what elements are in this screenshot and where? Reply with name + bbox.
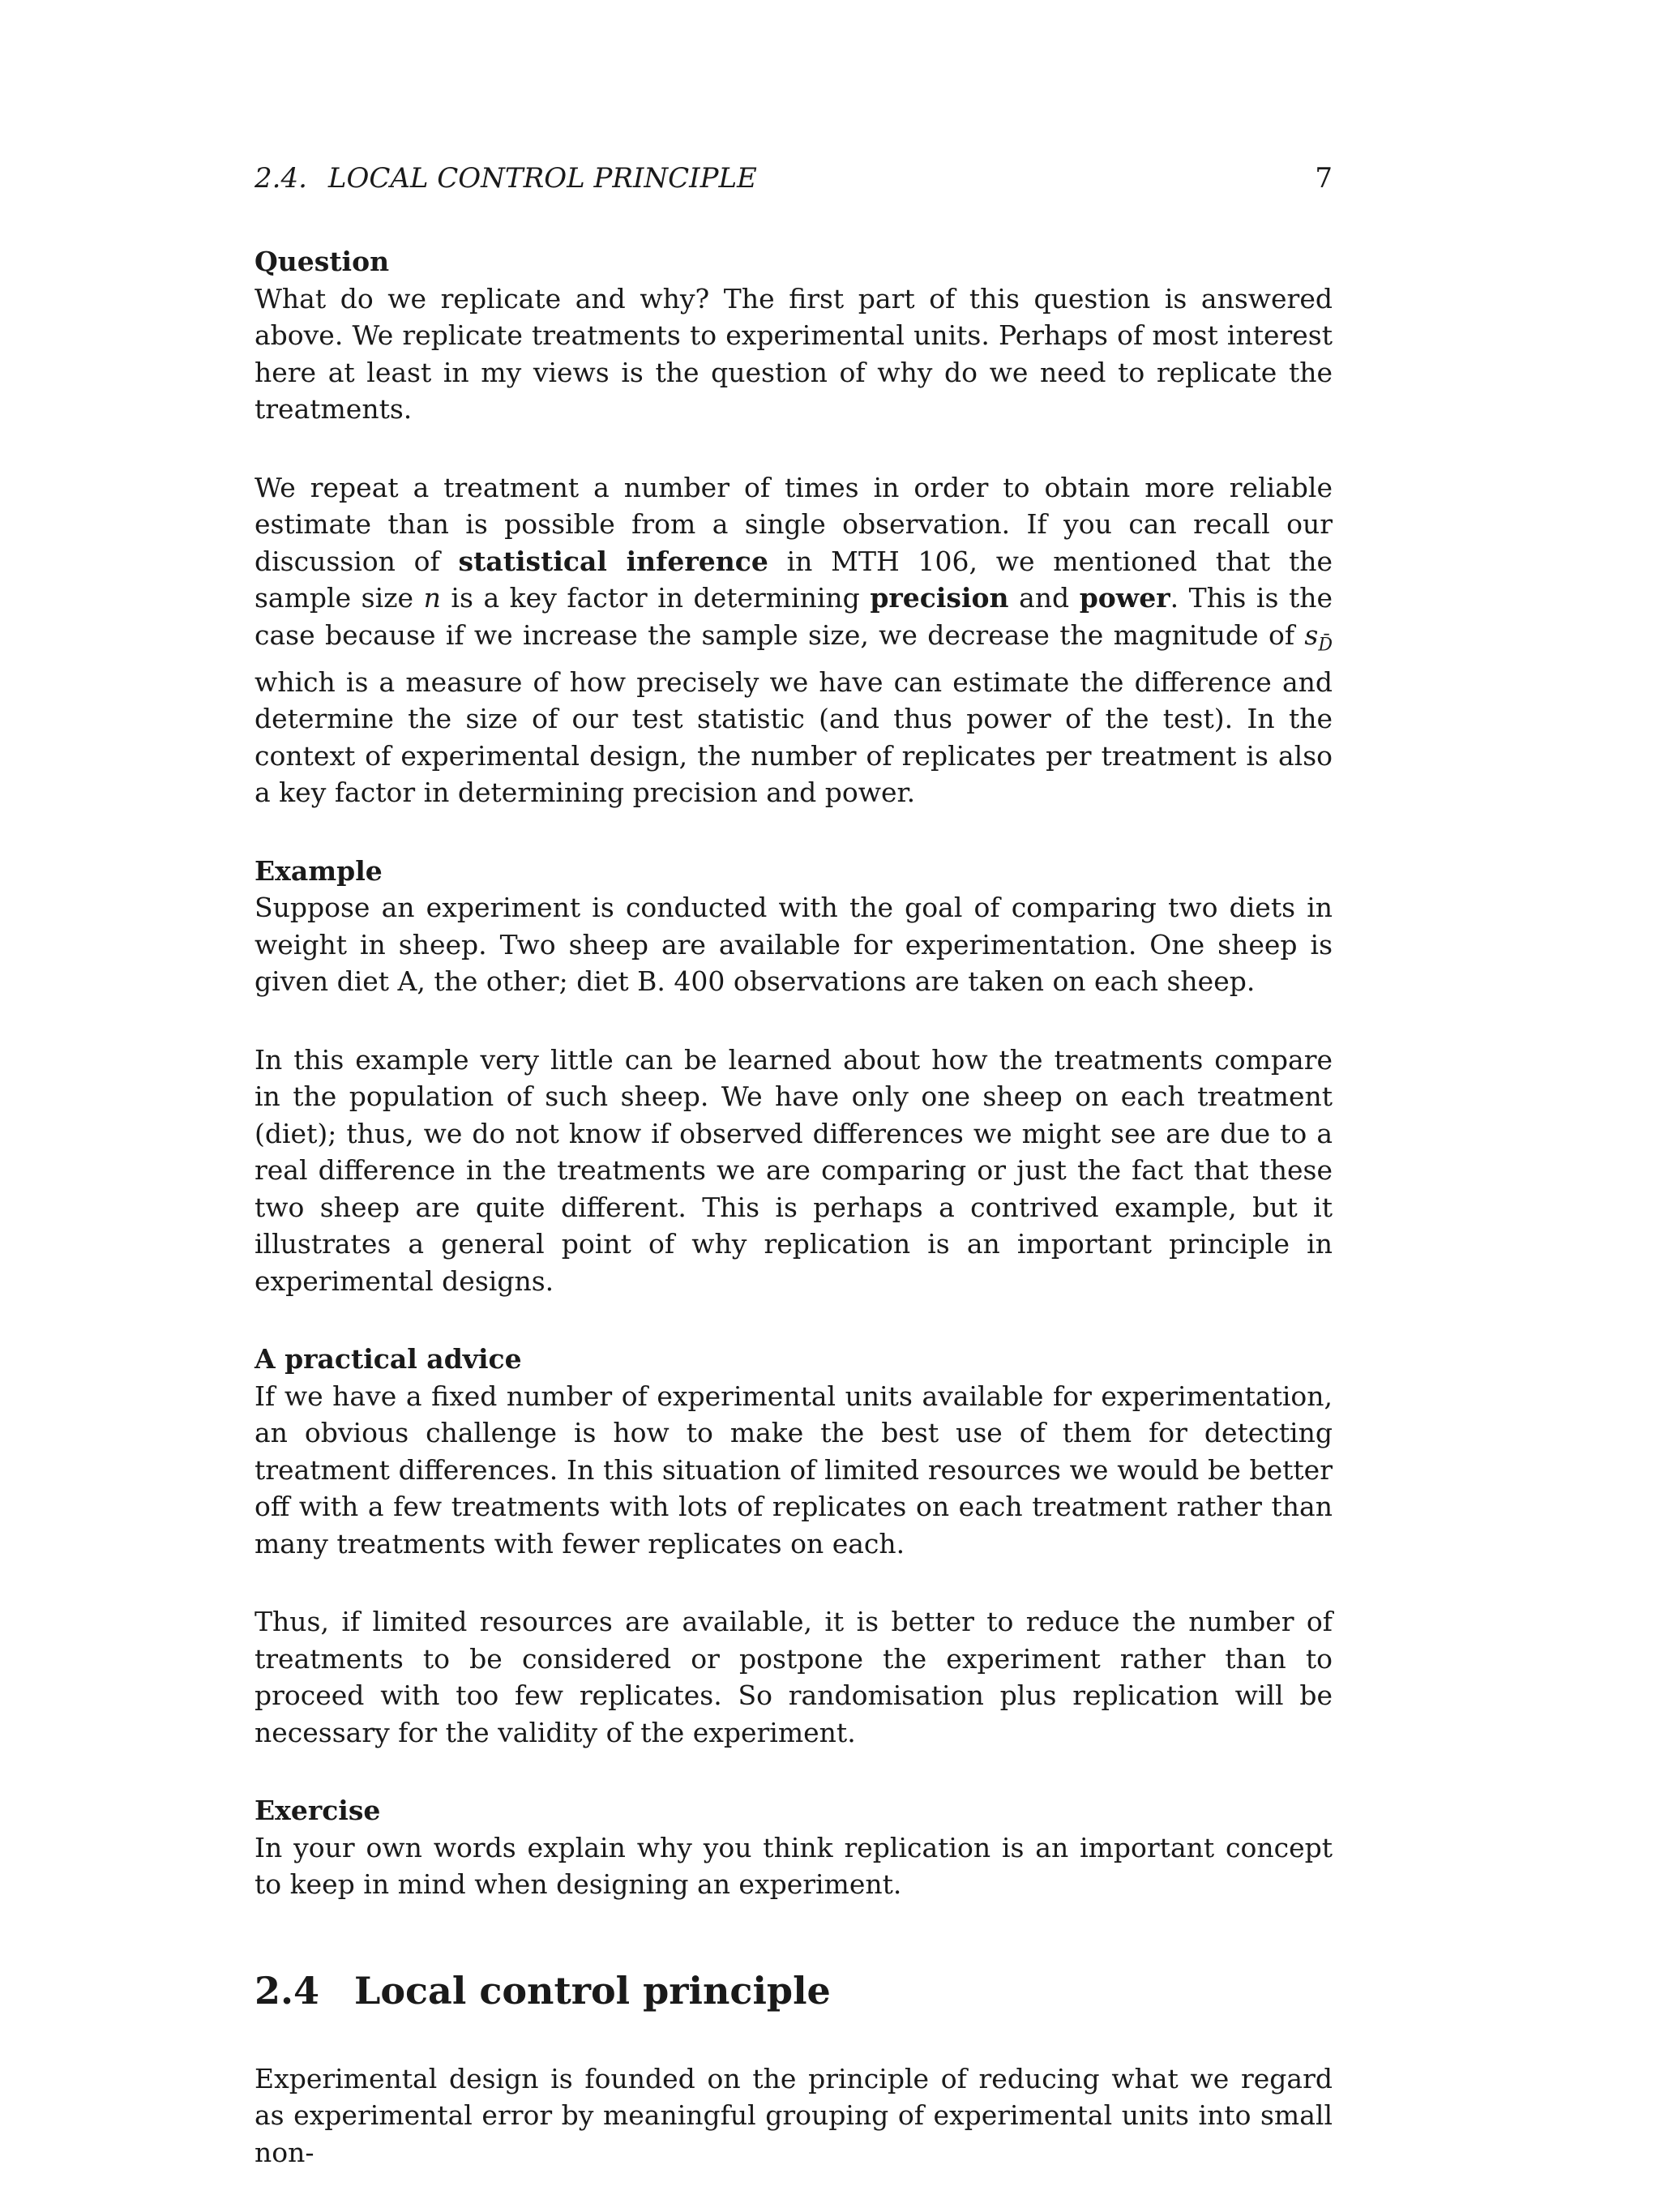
para1-text-3: is a key factor in determining (440, 582, 871, 614)
para1-text-1: We repeat a treatment a number of times in order to obtain more reliable estimate than is possible from a single observation. If you can recall our discussion of (255, 471, 1333, 577)
term-precision: precision (870, 582, 1009, 614)
math-s-dbar (1304, 618, 1333, 656)
math-s: s (1304, 618, 1319, 651)
math-sub-dbar: D̄ (1318, 635, 1333, 656)
body-text (255, 243, 1333, 2212)
section-title: Local control principle (354, 1968, 831, 2013)
section-heading (255, 1966, 1333, 2015)
para1-text-4: and (1008, 582, 1080, 614)
limited-resources-paragraph: Thus, if limited resources are available, it is better to reduce the number of treatments to be considered or postpone the experiment rather than to proceed with too few replicates. So randomisation plus replication will be necessary for the validity of the experiment. (255, 1606, 1333, 1748)
sheep-paragraph: In this example very little can be learned about how the treatments compare in the population of such sheep. We have only one sheep on each treatment (diet); thus, we do not know if observed differences we might see are due to a real difference in the treatments we are comparing or just the fact that these two sheep are quite different. This is perhaps a contrived example, but it illustrates a general point of why replication is an important principle in experimental designs. (255, 1043, 1333, 1297)
para1-text-2: in MTH 106, we mentioned that the sample size (255, 545, 1333, 614)
question-heading: Question (255, 246, 390, 277)
math-n: n (423, 582, 441, 614)
exercise-block (255, 1792, 1333, 1903)
example-text: Suppose an experiment is conducted with the goal of comparing two diets in weight in sheep. Two sheep are available for experimentation. One sheep is given diet A, the other; diet B. 400 observations are taken on each sheep. (255, 892, 1333, 998)
example-block (255, 853, 1333, 1000)
para1-text-6: which is a measure of how precisely we have can estimate the difference and determine the size of our test statistic (and thus power of the test). In the context of experimental design, the number of replicates per treatment is also a key factor in determining precision and power. (255, 665, 1333, 809)
exercise-heading: Exercise (255, 1795, 381, 1827)
header-title: LOCAL CONTROL PRINCIPLE (327, 162, 757, 195)
example-heading: Example (255, 854, 383, 887)
advice-heading: A practical advice (255, 1343, 522, 1376)
question-block (255, 243, 1333, 428)
running-header (255, 159, 1333, 198)
question-text: What do we replicate and why? The first part of this question is answered above. We replicate treatments to experimental units. Perhaps of most interest here at least in my views is the question of why do we need to replicate the treatments. (255, 282, 1333, 425)
local-control-paragraph: Experimental design is founded on the principle of reducing what we regard as experimental error by meaningful grouping of experimental units into small non- (255, 2062, 1333, 2168)
para1-text-5: . This is the case because if we increase the sample size, we decrease the magnitude of (255, 582, 1333, 651)
term-statistical-inference: statistical inference (458, 545, 768, 577)
term-power: power (1079, 582, 1170, 614)
header-section-number: 2.4. (255, 162, 307, 195)
advice-text: If we have a fixed number of experimental units available for experimentation, an obvious challenge is how to make the best use of them for detecting treatment differences. In this situation of limited resources we would be better off with a few treatments with lots of replicates on each treatment rather than many treatments with fewer replicates on each. (255, 1380, 1333, 1560)
page-number: 7 (1315, 162, 1333, 195)
advice-block (255, 1341, 1333, 1562)
replication-paragraph (255, 469, 1333, 811)
section-number: 2.4 (255, 1968, 320, 2013)
exercise-text: In your own words explain why you think replication is an important concept to keep in mind when designing an experiment. (255, 1831, 1333, 1901)
